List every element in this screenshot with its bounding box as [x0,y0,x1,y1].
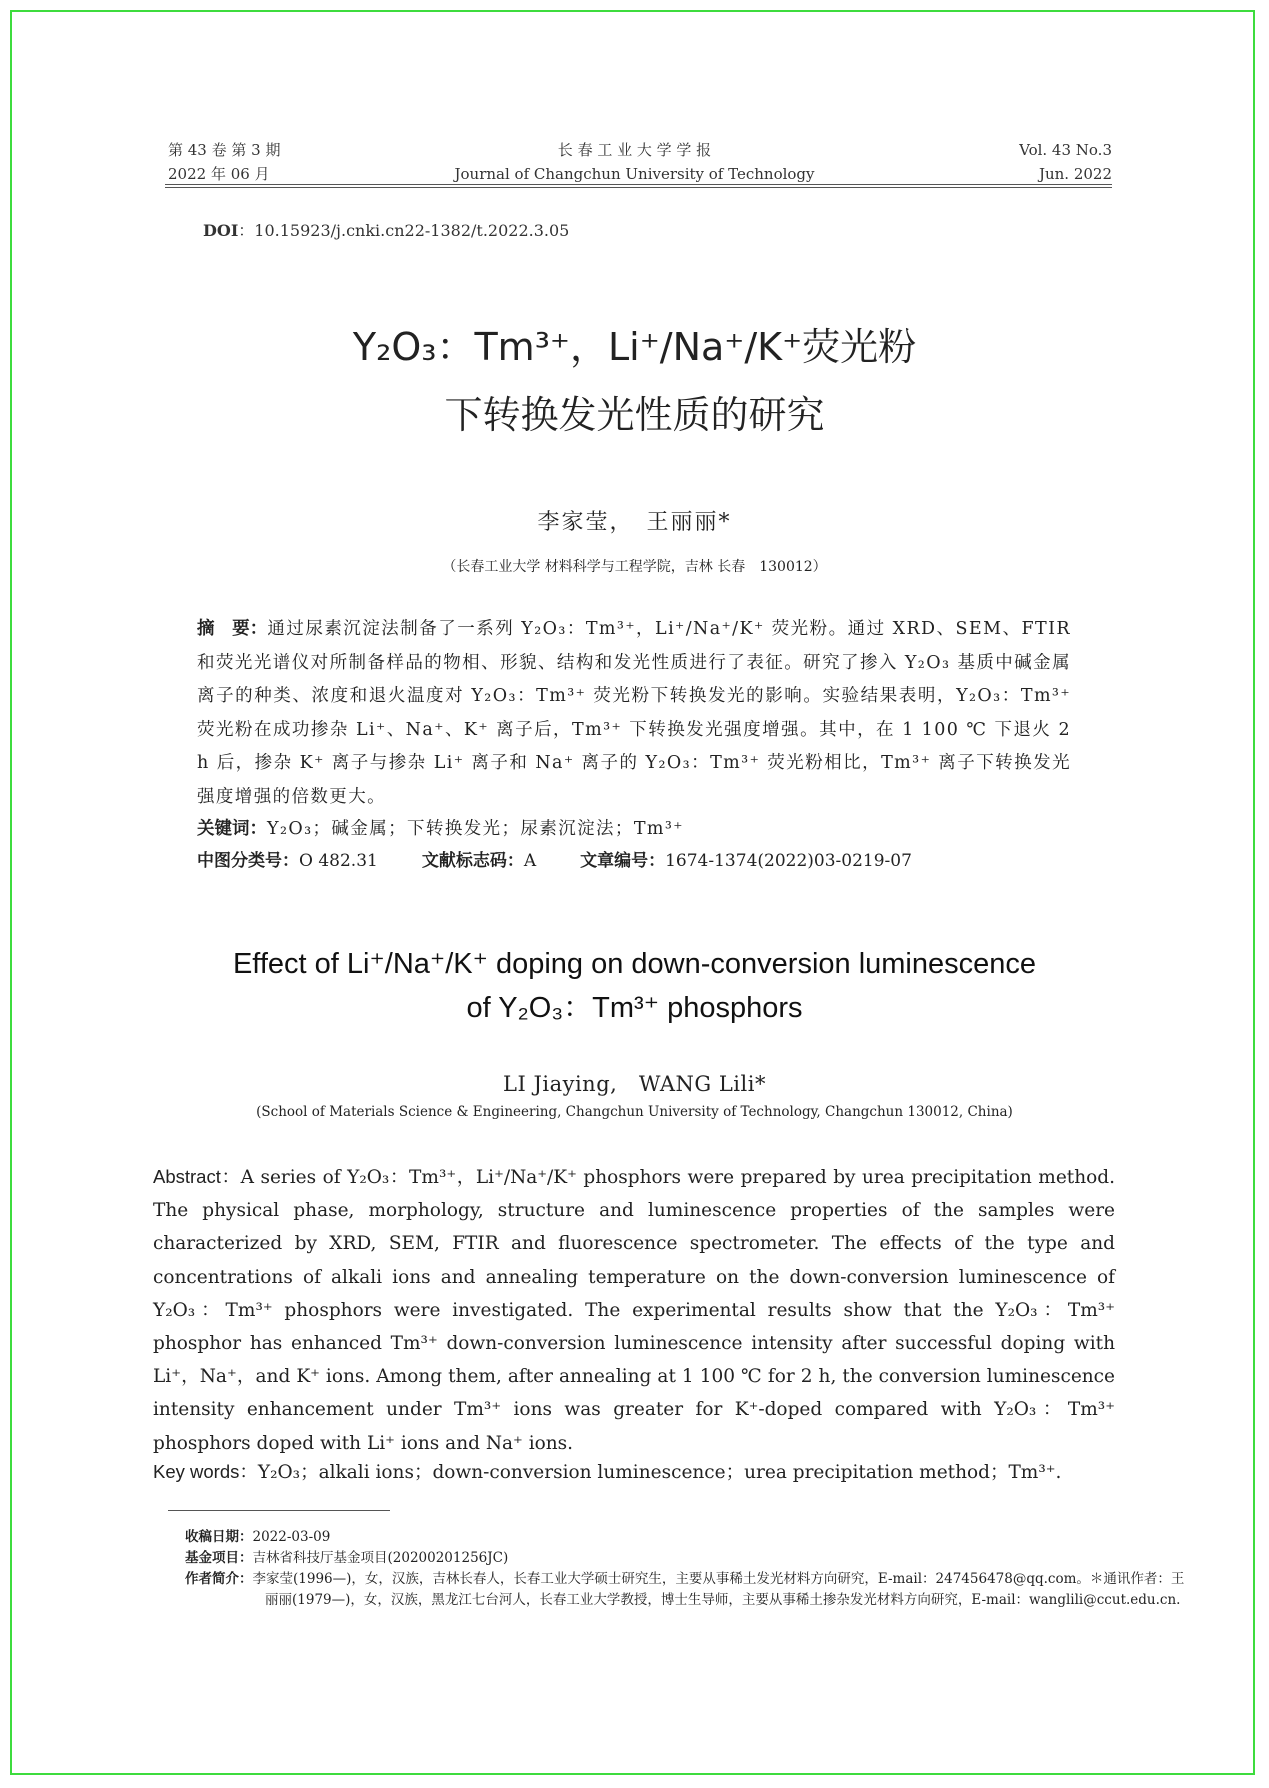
keywords-en [153,1458,1061,1484]
title-cn-line1: Y₂O₃：Tm³⁺，Li⁺/Na⁺/K⁺荧光粉 [352,325,917,369]
bio-label: 作者简介： [185,1571,253,1587]
header-date-en: Jun. 2022 [1038,165,1112,183]
fund-label: 基金项目： [185,1550,253,1566]
article-number-value: 1674-1374(2022)03-0219-07 [665,851,912,871]
keywords-cn-text: Y₂O₃；碱金属；下转换发光；尿素沉淀法；Tm³⁺ [267,819,684,839]
abstract-en-label: Abstract [153,1166,221,1187]
header-rule-top [165,184,1112,185]
affiliation-en: (School of Materials Science & Engineering, Changchun University of Technology, Changchun 130012, China) [256,1104,1013,1120]
abstract-cn-label: 摘 要： [197,619,268,639]
keywords-en-text: ：Y₂O₃；alkali ions；down-conversion luminescence；urea precipitation method；Tm³⁺. [239,1462,1062,1483]
doi-value: ：10.15923/j.cnki.cn22-1382/t.2022.3.05 [238,221,570,240]
title-en-line1: Effect of Li⁺/Na⁺/K⁺ doping on down-conversion luminescence [232,948,1037,980]
header-journal-en: Journal of Changchun University of Technology [454,165,815,183]
fund-value: 吉林省科技厅基金项目(20200201256JC) [252,1550,509,1566]
title-cn-line2: 下转换发光性质的研究 [444,393,825,437]
classification-line [197,846,912,871]
keywords-en-label: Key words [153,1461,240,1482]
doc-code-value: A [523,851,537,871]
footnote-fund [185,1548,1115,1569]
affiliation-cn: （长春工业大学 材料科学与工程学院，吉林 长春 130012） [442,559,827,575]
keywords-cn-label: 关键词： [197,819,267,839]
received-label: 收稿日期： [185,1529,253,1545]
header-journal-cn: 长 春 工 业 大 学 学 报 [557,141,712,159]
abstract-cn [197,613,1071,814]
header-volume-en: Vol. 43 No.3 [1019,141,1112,159]
clc-value: O 482.31 [299,851,378,871]
header-volume-cn: 第 43 卷 第 3 期 [168,141,281,159]
footnote-received [185,1527,1115,1548]
doc-code-label: 文献标志码： [421,851,524,871]
doi-line [203,218,569,241]
doi-label: DOI [203,221,239,240]
clc-label: 中图分类号： [197,851,299,871]
authors-cn: 李家莹， 王丽丽* [537,510,732,535]
abstract-en [153,1160,1115,1460]
abstract-en-text: ：A series of Y₂O₃：Tm³⁺，Li⁺/Na⁺/K⁺ phosphors were prepared by urea precipitation method. The physical phase, morphology, structure and luminescence properties of the samples were characterized by XRD, SEM, FTIR and fluorescence spectrometer. The effects of the type and concentrations of alkali ions and annealing temperature on the down-conversion luminescence of Y₂O₃：Tm³⁺ phosphors were investigated. The experimental results show that the Y₂O₃：Tm³⁺ phosphor has enhanced Tm³⁺ down-conversion luminescence intensity after successful doping with Li⁺，Na⁺，and K⁺ ions. Among them, after annealing at 1 100 ℃ for 2 h, the conversion luminescence intensity enhancement under Tm³⁺ ions was greater for K⁺-doped compared with Y₂O₃：Tm³⁺ phosphors doped with Li⁺ ions and Na⁺ ions. [153,1167,1115,1454]
abstract-cn-text: 通过尿素沉淀法制备了一系列 Y₂O₃：Tm³⁺，Li⁺/Na⁺/K⁺ 荧光粉。通过 XRD、SEM、FTIR 和荧光光谱仪对所制备样品的物相、形貌、结构和发光性质进行了表征。研究了掺入 Y₂O₃ 基质中碱金属离子的种类、浓度和退火温度对 Y₂O₃：Tm³⁺ 荧光粉下转换发光的影响。实验结果表明，Y₂O₃：Tm³⁺ 荧光粉在成功掺杂 Li⁺、Na⁺、K⁺ 离子后，Tm³⁺ 下转换发光强度增强。其中，在 1 100 ℃ 下退火 2 h 后，掺杂 K⁺ 离子与掺杂 Li⁺ 离子和 Na⁺ 离子的 Y₂O₃：Tm³⁺ 荧光粉相比，Tm³⁺ 离子下转换发光强度增强的倍数更大。 [197,619,1072,807]
authors-en: LI Jiaying, WANG Lili* [503,1072,766,1096]
header-right [1019,138,1112,186]
header-date-cn: 2022 年 06 月 [168,165,270,183]
article-number-label: 文章编号： [580,851,666,871]
bio-value: 李家莹(1996—)，女，汉族，吉林长春人，长春工业大学硕士研究生，主要从事稀土发光材料方向研究，E-mail：247456478@qq.com。＊通讯作者：王丽丽(1979—)，女，汉族，黑龙江七台河人，长春工业大学教授，博士生导师，主要从事稀土掺杂发光材料方向研究，E-mail：wanglili@ccut.edu.cn. [252,1571,1185,1608]
header-rule-bottom [165,187,1112,188]
keywords-cn [197,813,1071,847]
footnote-rule [168,1510,390,1511]
title-en-line2: of Y₂O₃：Tm³⁺ phosphors [466,992,803,1024]
footnote-bio [185,1569,1195,1611]
received-value: 2022-03-09 [252,1529,331,1545]
